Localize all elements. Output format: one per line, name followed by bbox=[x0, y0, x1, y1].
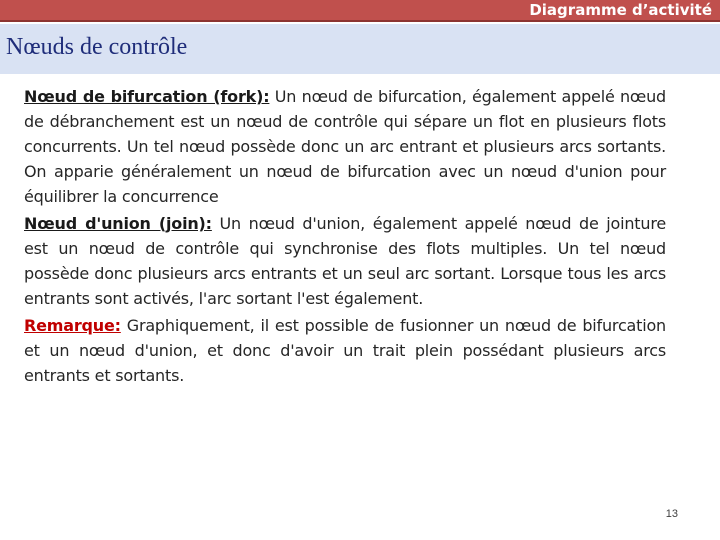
paragraph-fork bbox=[24, 84, 666, 209]
text-fork: Un nœud de bifurcation, également appelé nœud de débranchement est un nœud de contrôle qui sépare un flot en plusieurs flots concurrents. Un tel nœud possède donc un arc entrant et plusieurs arcs sortants. On apparie généralement un nœud de bifurcation avec un nœud d'union pour équilibrer la concurrence bbox=[24, 87, 666, 206]
section-title: Diagramme d’activité bbox=[529, 1, 712, 19]
header-bar bbox=[0, 0, 720, 22]
title-band bbox=[0, 24, 720, 74]
term-join: Nœud d'union (join): bbox=[24, 214, 212, 233]
page-number: 13 bbox=[665, 508, 678, 520]
text-remark: Graphiquement, il est possible de fusionner un nœud de bifurcation et un nœud d'union, et donc d'avoir un trait plein possédant plusieurs arcs entrants et sortants. bbox=[24, 316, 666, 385]
slide-title: Nœuds de contrôle bbox=[6, 34, 188, 60]
term-remark: Remarque: bbox=[24, 316, 121, 335]
text-join: Un nœud d'union, également appelé nœud de jointure est un nœud de contrôle qui synchronise des flots multiples. Un tel nœud possède donc plusieurs arcs entrants et un seul arc sortant. Lorsque tous les arcs entrants sont activés, l'arc sortant l'est également. bbox=[24, 214, 666, 308]
term-fork: Nœud de bifurcation (fork): bbox=[24, 87, 270, 106]
slide-body bbox=[24, 84, 666, 390]
paragraph-join bbox=[24, 211, 666, 311]
paragraph-remark bbox=[24, 313, 666, 388]
